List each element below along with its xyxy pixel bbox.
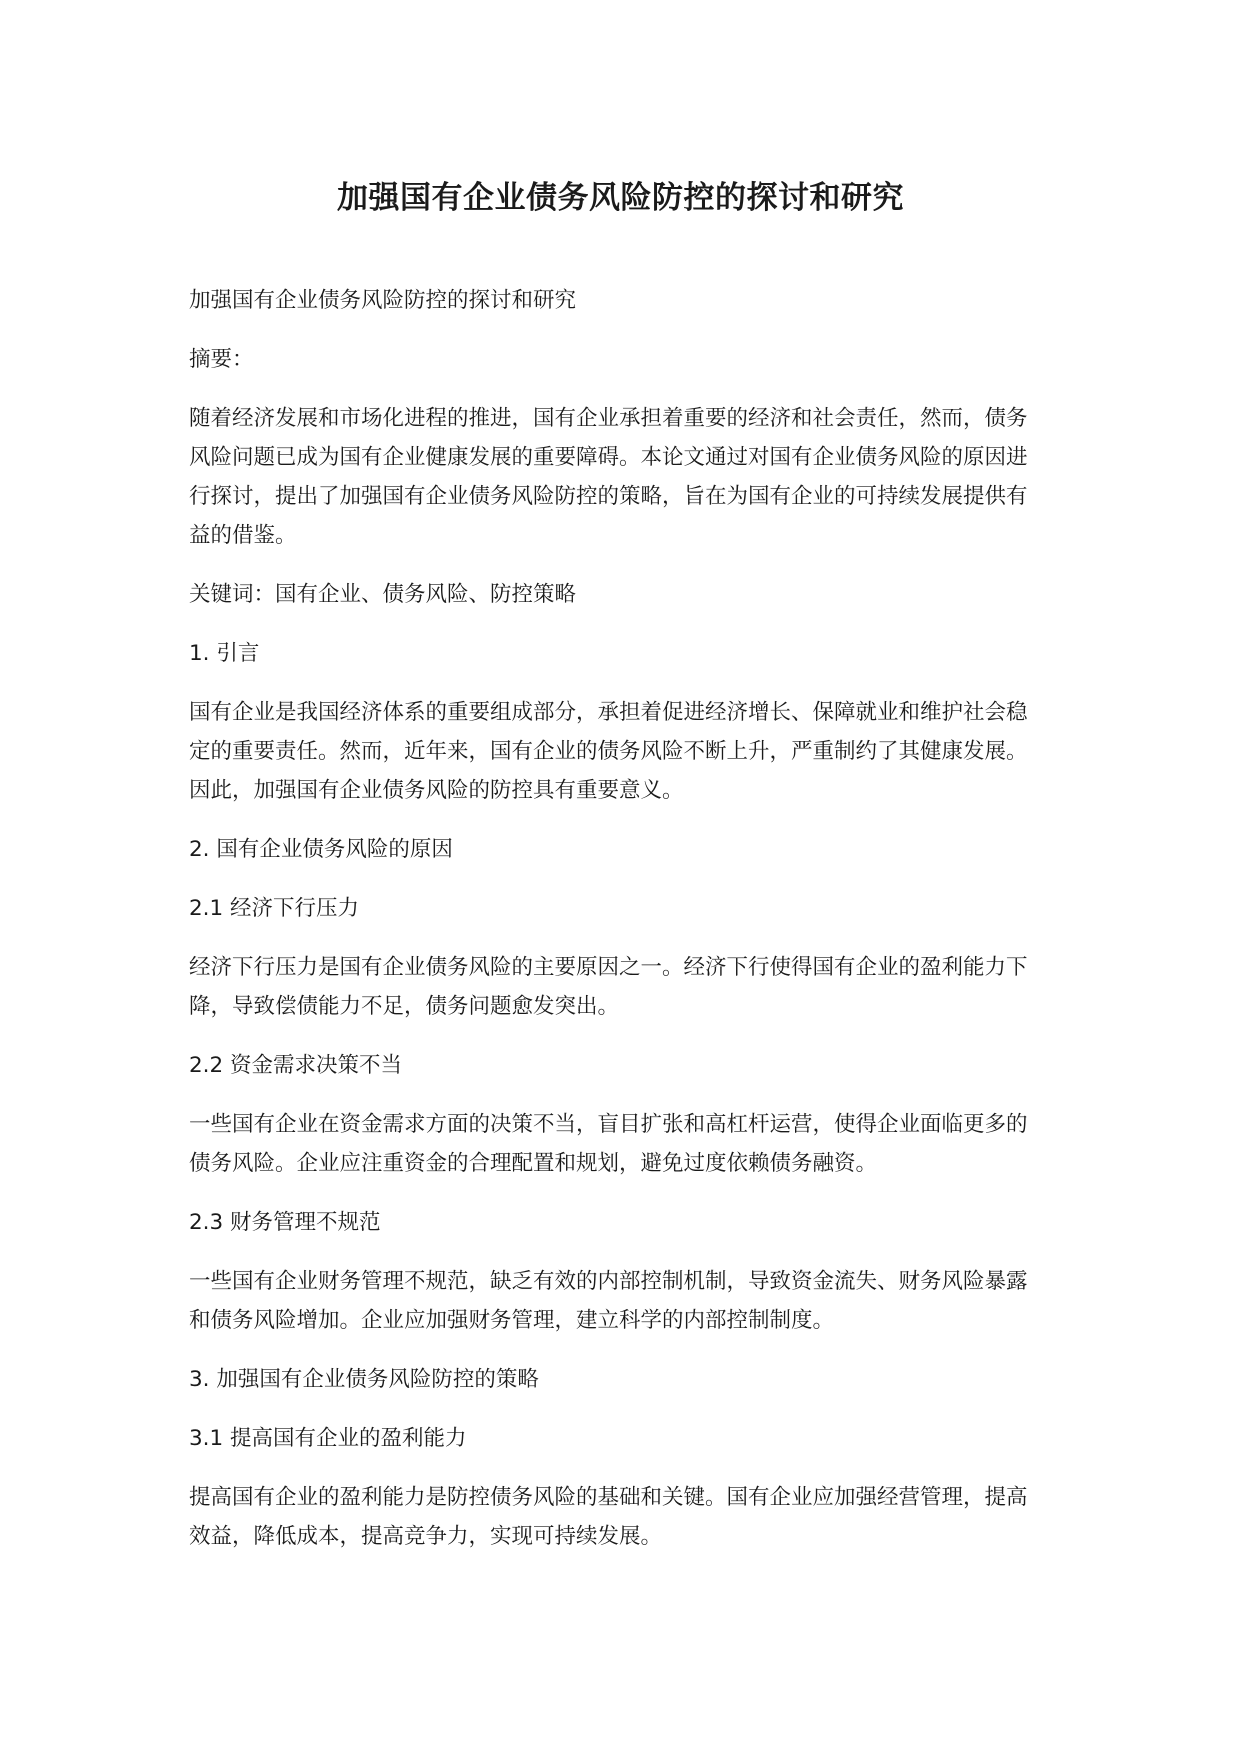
subsection-heading-3-1: 3.1 提高国有企业的盈利能力 bbox=[189, 1426, 467, 1451]
subsection-heading-2-2: 2.2 资金需求决策不当 bbox=[189, 1053, 403, 1078]
section-1-text: 国有企业是我国经济体系的重要组成部分，承担着促进经济增长、保障就业和维护社会稳定的重要责任。然而，近年来，国有企业的债务风险不断上升，严重制约了其健康发展。因此，加强国有企业债务风险的防控具有重要意义。 bbox=[189, 700, 1028, 803]
keywords: 关键词：国有企业、债务风险、防控策略 bbox=[189, 582, 577, 607]
subsection-heading-2-3: 2.3 财务管理不规范 bbox=[189, 1210, 381, 1235]
section-heading-3: 3. 加强国有企业债务风险防控的策略 bbox=[189, 1367, 539, 1392]
abstract-text: 随着经济发展和市场化进程的推进，国有企业承担着重要的经济和社会责任，然而，债务风险问题已成为国有企业健康发展的重要障碍。本论文通过对国有企业债务风险的原因进行探讨，提出了加强国有企业债务风险防控的策略，旨在为国有企业的可持续发展提供有益的借鉴。 bbox=[189, 406, 1028, 548]
subsection-heading-2-1: 2.1 经济下行压力 bbox=[189, 896, 360, 921]
subsection-2-3-text: 一些国有企业财务管理不规范，缺乏有效的内部控制机制，导致资金流失、财务风险暴露和债务风险增加。企业应加强财务管理，建立科学的内部控制制度。 bbox=[189, 1269, 1028, 1333]
subsection-3-1-text: 提高国有企业的盈利能力是防控债务风险的基础和关键。国有企业应加强经营管理，提高效益，降低成本，提高竞争力，实现可持续发展。 bbox=[189, 1485, 1028, 1549]
document-body bbox=[189, 281, 1044, 1576]
document-title: 加强国有企业债务风险防控的探讨和研究 bbox=[337, 180, 904, 216]
abstract-heading: 摘要： bbox=[189, 347, 254, 372]
subsection-2-1-text: 经济下行压力是国有企业债务风险的主要原因之一。经济下行使得国有企业的盈利能力下降，导致偿债能力不足，债务问题愈发突出。 bbox=[189, 955, 1028, 1019]
section-heading-2: 2. 国有企业债务风险的原因 bbox=[189, 837, 453, 862]
subsection-2-2-text: 一些国有企业在资金需求方面的决策不当，盲目扩张和高杠杆运营，使得企业面临更多的债务风险。企业应注重资金的合理配置和规划，避免过度依赖债务融资。 bbox=[189, 1112, 1028, 1176]
subtitle-paragraph: 加强国有企业债务风险防控的探讨和研究 bbox=[189, 288, 577, 313]
section-heading-1: 1. 引言 bbox=[189, 641, 260, 666]
